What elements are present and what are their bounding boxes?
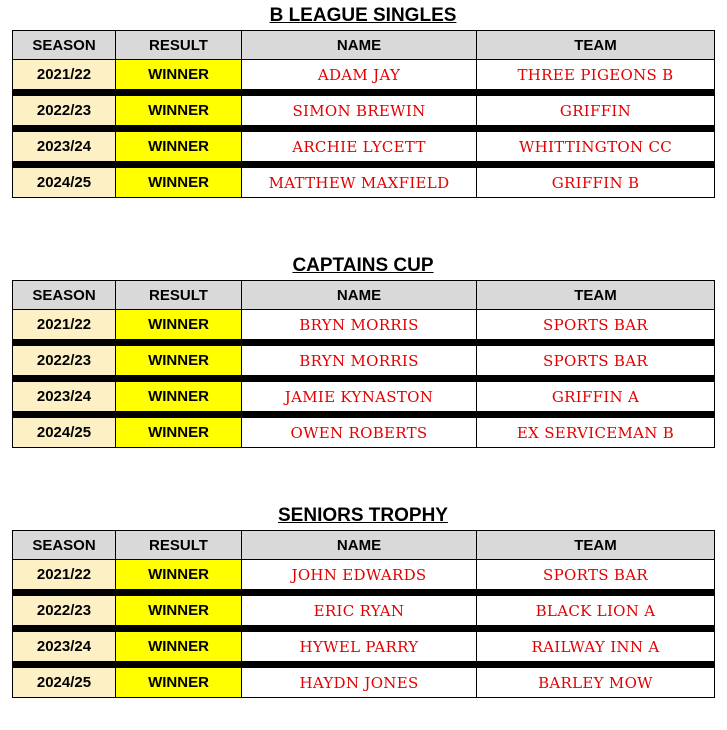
result-header: RESULT — [116, 531, 242, 560]
season-cell: 2021/22 — [13, 560, 116, 590]
team-cell: THREE PIGEONS B — [477, 60, 715, 90]
name-cell: HYWEL PARRY — [242, 632, 477, 662]
name-cell: BRYN MORRIS — [242, 310, 477, 340]
result-cell: WINNER — [116, 346, 242, 376]
season-cell: 2022/23 — [13, 346, 116, 376]
table-row — [13, 632, 715, 662]
team-cell: GRIFFIN A — [477, 382, 715, 412]
table-row — [13, 382, 715, 412]
team-header: TEAM — [477, 531, 715, 560]
season-cell: 2024/25 — [13, 668, 116, 698]
team-header: TEAM — [477, 281, 715, 310]
season-header: SEASON — [13, 281, 116, 310]
name-cell: ARCHIE LYCETT — [242, 132, 477, 162]
result-cell: WINNER — [116, 382, 242, 412]
season-cell: 2023/24 — [13, 632, 116, 662]
table-row — [13, 96, 715, 126]
result-cell: WINNER — [116, 60, 242, 90]
results-table — [12, 30, 715, 198]
table-row — [13, 418, 715, 448]
name-cell: JAMIE KYNASTON — [242, 382, 477, 412]
team-cell: RAILWAY INN A — [477, 632, 715, 662]
name-cell: HAYDN JONES — [242, 668, 477, 698]
team-cell: BARLEY MOW — [477, 668, 715, 698]
section-title: B LEAGUE SINGLES — [269, 5, 457, 26]
results-table — [12, 280, 715, 448]
season-cell: 2021/22 — [13, 60, 116, 90]
table-row — [13, 310, 715, 340]
season-cell: 2023/24 — [13, 132, 116, 162]
season-cell: 2023/24 — [13, 382, 116, 412]
table-row — [13, 596, 715, 626]
season-cell: 2024/25 — [13, 168, 116, 198]
header-row — [13, 31, 715, 60]
season-header: SEASON — [13, 531, 116, 560]
result-cell: WINNER — [116, 168, 242, 198]
result-cell: WINNER — [116, 310, 242, 340]
name-cell: JOHN EDWARDS — [242, 560, 477, 590]
table-row — [13, 168, 715, 198]
result-header: RESULT — [116, 281, 242, 310]
table-row — [13, 60, 715, 90]
team-header: TEAM — [477, 31, 715, 60]
result-cell: WINNER — [116, 418, 242, 448]
name-cell: SIMON BREWIN — [242, 96, 477, 126]
header-row — [13, 531, 715, 560]
header-row — [13, 281, 715, 310]
team-cell: GRIFFIN — [477, 96, 715, 126]
team-cell: BLACK LION A — [477, 596, 715, 626]
season-header: SEASON — [13, 31, 116, 60]
name-cell: OWEN ROBERTS — [242, 418, 477, 448]
section-title: SENIORS TROPHY — [278, 505, 448, 526]
team-cell: EX SERVICEMAN B — [477, 418, 715, 448]
result-cell: WINNER — [116, 132, 242, 162]
team-cell: WHITTINGTON CC — [477, 132, 715, 162]
result-cell: WINNER — [116, 560, 242, 590]
team-cell: SPORTS BAR — [477, 346, 715, 376]
team-cell: SPORTS BAR — [477, 560, 715, 590]
season-cell: 2022/23 — [13, 96, 116, 126]
name-cell: ERIC RYAN — [242, 596, 477, 626]
season-cell: 2022/23 — [13, 596, 116, 626]
name-header: NAME — [242, 31, 477, 60]
table-row — [13, 560, 715, 590]
result-cell: WINNER — [116, 668, 242, 698]
section-title: CAPTAINS CUP — [292, 255, 434, 276]
result-cell: WINNER — [116, 596, 242, 626]
table-row — [13, 132, 715, 162]
result-header: RESULT — [116, 31, 242, 60]
table-row — [13, 346, 715, 376]
name-cell: MATTHEW MAXFIELD — [242, 168, 477, 198]
name-header: NAME — [242, 531, 477, 560]
name-cell: ADAM JAY — [242, 60, 477, 90]
result-cell: WINNER — [116, 632, 242, 662]
result-cell: WINNER — [116, 96, 242, 126]
name-header: NAME — [242, 281, 477, 310]
table-row — [13, 668, 715, 698]
season-cell: 2021/22 — [13, 310, 116, 340]
name-cell: BRYN MORRIS — [242, 346, 477, 376]
season-cell: 2024/25 — [13, 418, 116, 448]
team-cell: GRIFFIN B — [477, 168, 715, 198]
results-table — [12, 530, 715, 698]
team-cell: SPORTS BAR — [477, 310, 715, 340]
